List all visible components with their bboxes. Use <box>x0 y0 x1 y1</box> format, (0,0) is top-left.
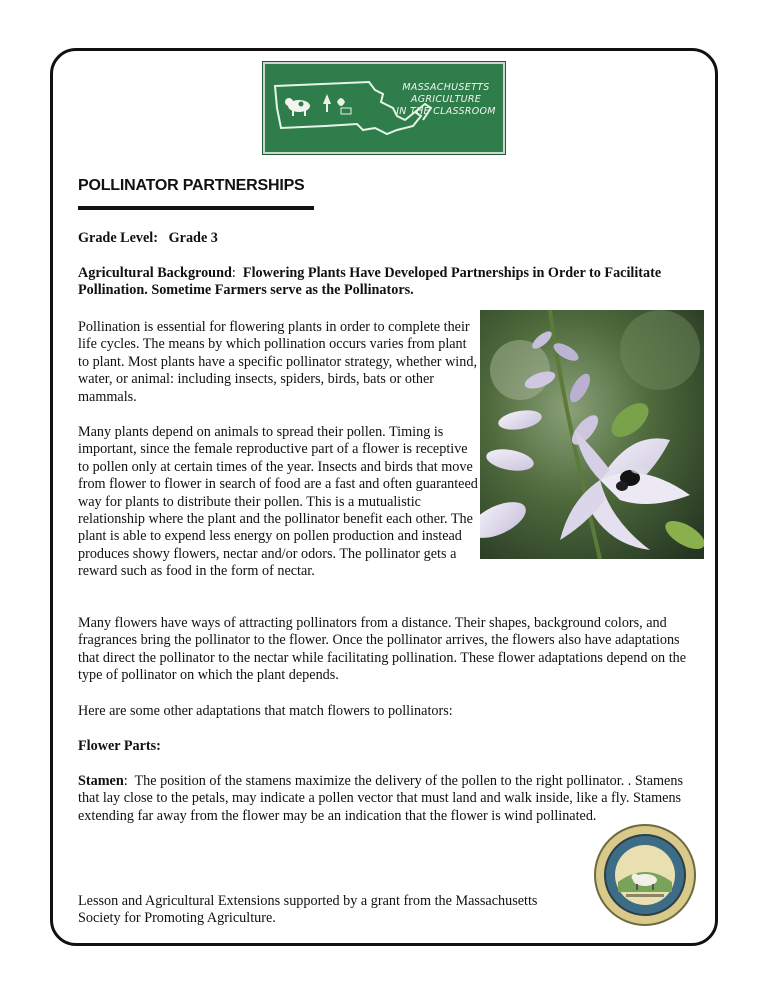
massachusetts-agriculture-logo <box>263 62 505 154</box>
agricultural-background: Agricultural Background: Flowering Plants Have Developed Partnerships in Order to Facilitate Pollination. Sometime Farmers serve as the Pollinators. <box>78 265 662 299</box>
page-title: POLLINATOR PARTNERSHIPS <box>78 177 305 194</box>
paragraph-attracting: Many flowers have ways of attracting pollinators from a distance. Their shapes, background colors, and fragrances bring the pollinator to the flower. Once the pollinator arrives, the flowers also have adaptations that direct the pollinator to the nectar while facilitating pollination. These flower adaptations depend on the type of pollinator on which the plant depends. <box>78 615 687 684</box>
stamen-text: The position of the stamens maximize the delivery of the pollen to the right pollinator. . Stamens that lay close to the petals, may indicate a pollen vector that must land and walk inside, like a fly. Stamens extending far away from the flower may be an indication that the flower is wind pollinated. <box>78 773 683 824</box>
background-label: Agricultural Background <box>78 265 232 281</box>
title-underline <box>78 206 314 210</box>
paragraph-pollination: Pollination is essential for flowering plants in order to complete their life cycles. The means by which pollination occurs varies from plant to plant. Most plants have a specific pollinator strategy, whether wind, water, or animal: including insects, spiders, birds, bats or other mammals. <box>78 319 477 405</box>
flower-parts-heading: Flower Parts: <box>78 738 161 754</box>
hosta-flower-bee-photo <box>480 310 704 559</box>
grade-level-line <box>78 230 218 247</box>
grade-level-value: Grade 3 <box>168 230 218 246</box>
logo-text <box>393 82 499 118</box>
society-seal-emblem <box>592 822 698 928</box>
paragraph-stamen: Stamen: The position of the stamens maximize the delivery of the pollen to the right pollinator. . Stamens that lay close to the petals, may indicate a pollen vector that must land and walk inside, like a fly. Stamens extending far away from the flower may be an indication that the flower is wind pollinated. <box>78 773 683 824</box>
logo-line-3: IN THE CLASSROOM <box>396 106 496 117</box>
footer-grant-note: Lesson and Agricultural Extensions supported by a grant from the Massachusetts Society for Promoting Agriculture. <box>78 893 538 927</box>
paragraph-animals: Many plants depend on animals to spread their pollen. Timing is important, since the female reproductive part of a flower is receptive to pollen only at certain times of the year. Insects and birds that move from flower to flower in search of food are a fast and often guaranteed way for plants to distribute their pollen. This is a mutualistic relationship where the plant and the pollinator benefit each other. The plant is able to expend less energy on pollen production and instead produces showy flowers, nectar and/or odors. The pollinator gets a reward such as food in the form of nectar. <box>78 424 478 580</box>
grade-level-label: Grade Level: <box>78 230 158 246</box>
stamen-label: Stamen <box>78 773 124 789</box>
background-text: Flowering Plants Have Developed Partnerships in Order to Facilitate Pollination. Sometime Farmers serve as the Pollinators. <box>78 265 662 299</box>
logo-line-2: AGRICULTURE <box>410 94 482 105</box>
paragraph-adaptations-intro: Here are some other adaptations that match flowers to pollinators: <box>78 703 453 719</box>
logo-line-1: MASSACHUSETTS <box>402 82 490 93</box>
